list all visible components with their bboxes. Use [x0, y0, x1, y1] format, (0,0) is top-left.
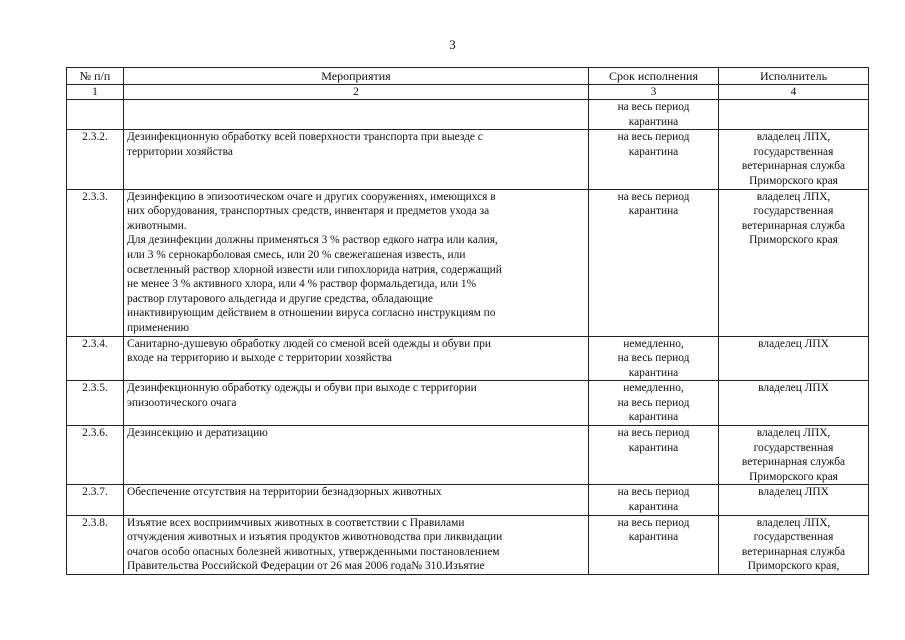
header-number: № п/п: [67, 68, 124, 85]
row-term: на весь период карантина: [589, 515, 719, 574]
column-index: 3: [589, 85, 719, 100]
row-number: 2.3.2.: [67, 130, 124, 189]
measures-table: [66, 67, 869, 575]
row-measure: Дезинфекцию в эпизоотическом очаге и других сооружениях, имеющихся в них оборудования, транспортных средств, инвентаря и предметов ухода за животными. Для дезинфекции должны применяться 3 % раствор едкого натра или калия, или 3 % сернокарболовая смесь, или 20 % свежегашеная известь, или осветленный раствор хлорной извести или гипохлорида натрия, содержащий не менее 3 % активного хлора, или 4 % раствор формальдегида, или 1% раствор глутарового альдегида и другие средства, обладающие инактивирующим действием в отношении вируса согласно инструкциям по применению: [124, 189, 589, 336]
row-executor: владелец ЛПХ, государственная ветеринарная служба Приморского края: [719, 189, 869, 336]
row-executor: владелец ЛПХ, государственная ветеринарная служба Приморского края: [719, 426, 869, 485]
row-executor: владелец ЛПХ, государственная ветеринарная служба Приморского края,: [719, 515, 869, 574]
row-term: на весь период карантина: [589, 426, 719, 485]
row-term: на весь период карантина: [589, 189, 719, 336]
table-row: [67, 189, 869, 336]
header-executor: Исполнитель: [719, 68, 869, 85]
row-measure: Обеспечение отсутствия на территории безнадзорных животных: [124, 485, 589, 515]
row-executor: владелец ЛПХ: [719, 336, 869, 381]
row-number: 2.3.5.: [67, 381, 124, 426]
row-measure: Санитарно-душевую обработку людей со сменой всей одежды и обуви при входе на территорию и выходе с территории хозяйства: [124, 336, 589, 381]
row-measure: Дезинфекционную обработку всей поверхности транспорта при выезде с территории хозяйства: [124, 130, 589, 189]
column-index: 4: [719, 85, 869, 100]
row-executor: владелец ЛПХ: [719, 485, 869, 515]
table-row: [67, 426, 869, 485]
header-term: Срок исполнения: [589, 68, 719, 85]
page-number: 3: [449, 37, 456, 52]
row-number: 2.3.4.: [67, 336, 124, 381]
row-number: 2.3.8.: [67, 515, 124, 574]
row-term: немедленно, на весь период карантина: [589, 336, 719, 381]
row-number: 2.3.7.: [67, 485, 124, 515]
header-measures: Мероприятия: [124, 68, 589, 85]
table-row: [67, 485, 869, 515]
row-executor: владелец ЛПХ: [719, 381, 869, 426]
row-measure: Изъятие всех восприимчивых животных в соответствии с Правилами отчуждения животных и изъятия продуктов животноводства при ликвидации очагов особо опасных болезней животных, утвержденными постановлением Правительства Российской Федерации от 26 мая 2006 года№ 310.Изъятие: [124, 515, 589, 574]
column-index: 1: [67, 85, 124, 100]
row-measure: [124, 100, 589, 130]
row-number: 2.3.3.: [67, 189, 124, 336]
table-row: [67, 100, 869, 130]
table-row: [67, 130, 869, 189]
row-executor: [719, 100, 869, 130]
row-number: [67, 100, 124, 130]
row-term: на весь период карантина: [589, 100, 719, 130]
row-measure: Дезинфекционную обработку одежды и обуви при выходе с территории эпизоотического очага: [124, 381, 589, 426]
row-term: немедленно, на весь период карантина: [589, 381, 719, 426]
table-row: [67, 515, 869, 574]
row-term: на весь период карантина: [589, 130, 719, 189]
table-row: [67, 336, 869, 381]
column-index-row: [67, 85, 869, 100]
column-index: 2: [124, 85, 589, 100]
table-row: [67, 381, 869, 426]
table-header-row: [67, 68, 869, 85]
row-executor: владелец ЛПХ, государственная ветеринарная служба Приморского края: [719, 130, 869, 189]
row-number: 2.3.6.: [67, 426, 124, 485]
row-measure: Дезинсекцию и дератизацию: [124, 426, 589, 485]
row-term: на весь период карантина: [589, 485, 719, 515]
